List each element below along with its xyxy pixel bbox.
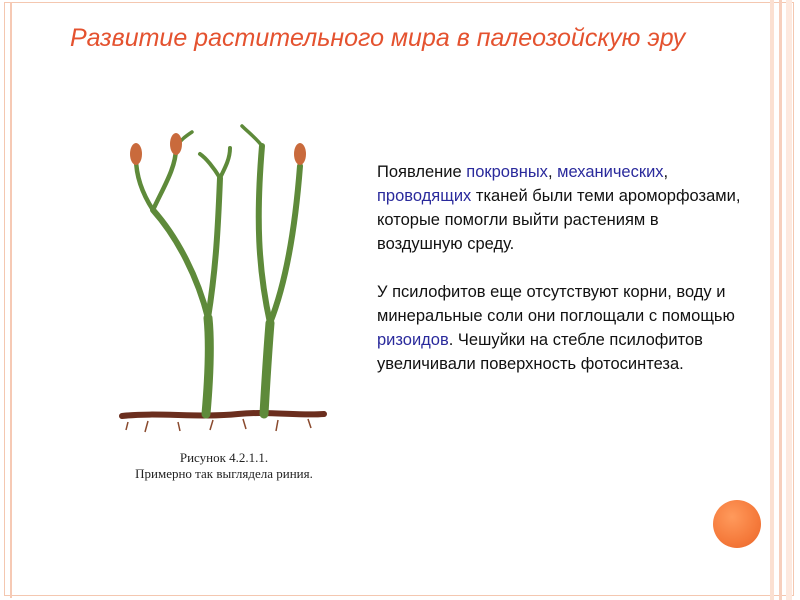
text-run: . Чешуйки на стебле псилофитов увеличивали поверхность фотосинтеза. <box>377 331 703 373</box>
rhynia-figure <box>118 118 330 494</box>
body-text <box>377 160 747 376</box>
term-integumentary: покровных <box>466 163 548 181</box>
text-run: тканей были теми ароморфозами, которые помогли выйти растениям в воздушную среду. <box>377 187 741 253</box>
rhynia-illustration <box>118 118 330 448</box>
term-mechanical: механических <box>557 163 664 181</box>
text-run: , <box>547 163 558 181</box>
caption-line: Рисунок 4.2.1.1. <box>179 450 269 465</box>
paragraph-aromorphoses <box>377 160 747 256</box>
slide-title: Развитие растительного мира в палеозойскую эру <box>70 24 686 52</box>
term-rhizoids: ризоидов <box>377 331 449 349</box>
text-run: У псилофитов еще отсутствуют корни, воду и минеральные соли они поглощали с помощью <box>377 283 735 325</box>
paragraph-psilophytes <box>377 280 747 376</box>
left-rule <box>10 2 12 598</box>
figure-caption <box>118 450 330 482</box>
text-run: , <box>663 163 669 181</box>
right-decor-strip <box>770 0 774 600</box>
right-decor-strip <box>779 0 782 600</box>
right-decor-strip <box>786 0 792 600</box>
orange-accent-circle <box>713 500 761 548</box>
caption-line: Примерно так выглядела риния. <box>135 466 313 481</box>
text-run: Появление <box>377 163 467 181</box>
term-conductive: проводящих <box>377 187 472 205</box>
